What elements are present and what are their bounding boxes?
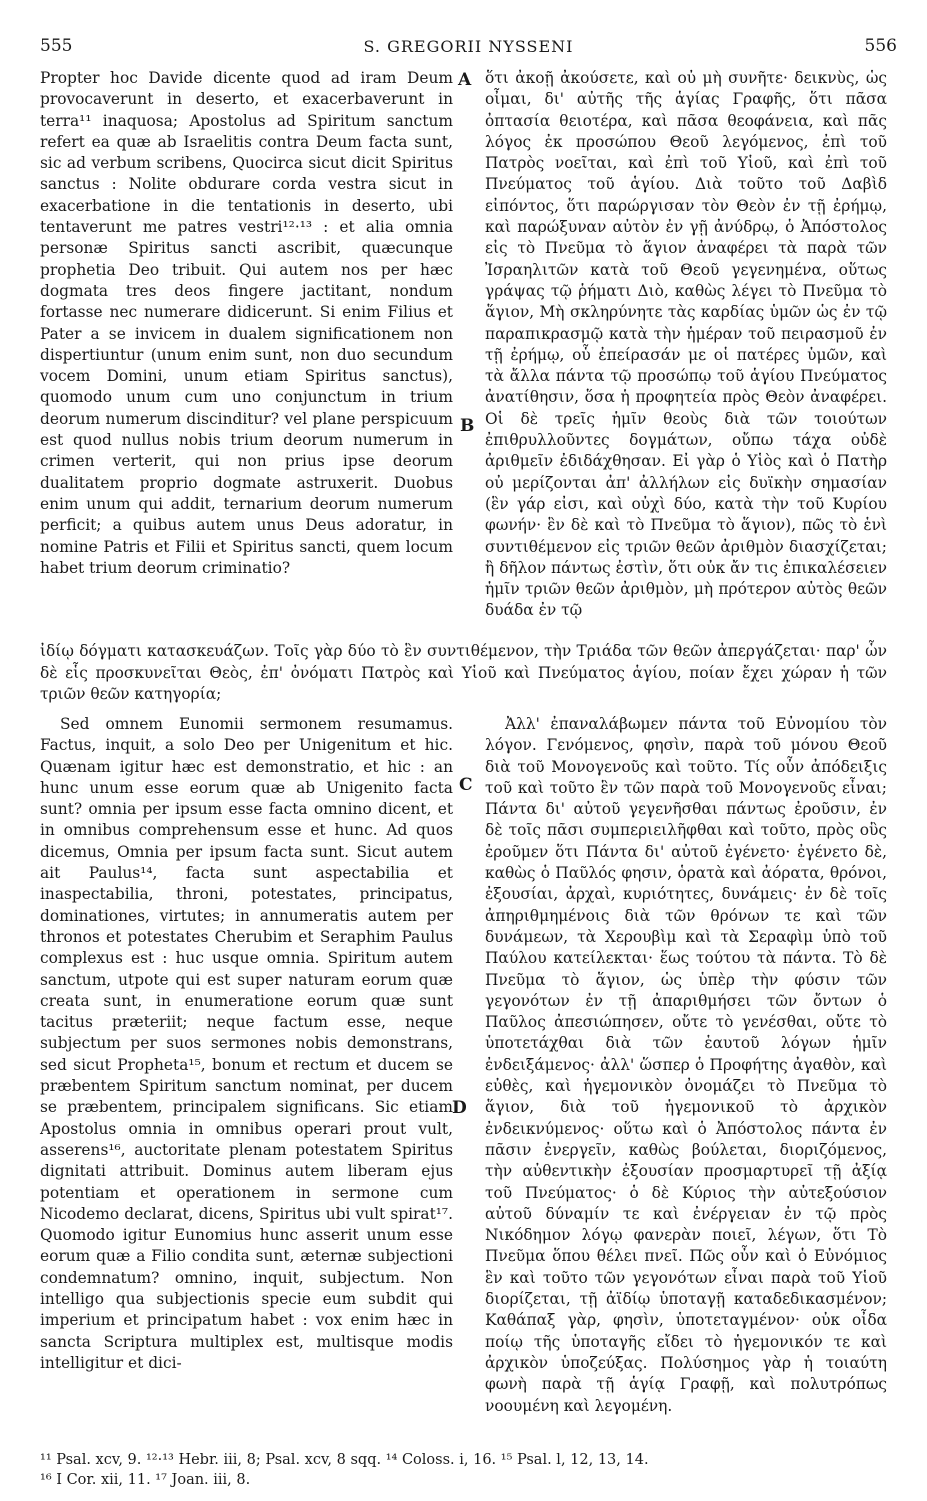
footnotes xyxy=(40,1450,887,1490)
margin-marker-c: C xyxy=(459,775,473,795)
greek-column-top xyxy=(485,68,887,622)
page-number-left: 555 xyxy=(40,36,73,56)
latin-column-bottom xyxy=(40,714,453,1374)
margin-marker-a: A xyxy=(458,70,472,90)
footnote-line-1: ¹¹ Psal. xcv, 9. ¹²·¹³ Hebr. iii, 8; Psal. xcv, 8 sqq. ¹⁴ Coloss. i, 16. ¹⁵ Psal. l, 12, 13, 14. xyxy=(40,1452,649,1468)
greek-paragraph-1: ὅτι ἀκοῇ ἀκούσετε, καὶ οὐ μὴ συνῆτε· δεικνὺς, ὡς οἶμαι, δι' αὐτῆς τῆς ἁγίας Γραφῆς, ὅτι πᾶσα ὀπτασία θειοτέρα, καὶ πᾶσα θεοφάνεια, καὶ πᾶς λόγος ἐκ προσώπου Θεοῦ λεγόμενος, ἐπὶ τοῦ Πατρὸς νοεῖται, καὶ ἐπὶ τοῦ Υἱοῦ, καὶ ἐπὶ τοῦ Πνεύματος τοῦ ἁγίου. Διὰ τοῦτο τοῦ Δαβὶδ εἰπόντος, ὅτι παρώργισαν τὸν Θεὸν ἐν τῇ ἐρήμῳ, καὶ παρώξυναν αὐτὸν ἐν γῇ ἀνύδρῳ, ὁ Ἀπόστολος εἰς τὸ Πνεῦμα τὸ ἅγιον ἀναφέρει τὰ παρὰ τῶν Ἰσραηλιτῶν κατὰ τοῦ Θεοῦ γεγενημένα, οὕτως γράψας τῷ ῥήματι Διὸ, καθὼς λέγει τὸ Πνεῦμα τὸ ἅγιον, Μὴ σκληρύνητε τὰς καρδίας ὑμῶν ὡς ἐν τῷ παραπικρασμῷ κατὰ τὴν ἡμέραν τοῦ πειρασμοῦ ἐν τῇ ἐρήμῳ, οὗ ἐπείρασάν με οἱ πατέρες ὑμῶν, καὶ τὰ ἄλλα πάντα τῷ προσώπῳ τοῦ ἁγίου Πνεύματος ἀνατίθησιν, ὅσα ἡ προφητεία πρὸς Θεὸν ἀναφέρει. Οἱ δὲ τρεῖς ἡμῖν θεοὺς διὰ τῶν τοιούτων ἐπιθρυλλοῦντες δογμάτων, οὔπω τάχα οὐδὲ ἀριθμεῖν ἐδιδάχθησαν. Εἰ γὰρ ὁ Υἱὸς καὶ ὁ Πατὴρ οὐ μερίζονται ἀπ' ἀλλήλων εἰς δυϊκὴν σημασίαν (ἓν γάρ εἰσι, καὶ οὐχὶ δύο, κατὰ τὴν τοῦ Κυρίου φωνήν· ἓν δὲ καὶ τὸ Πνεῦμα τὸ ἅγιον), πῶς τὸ ἑνὶ συντιθέμενον εἰς τριῶν θεῶν ἀριθμὸν διασχίζεται; ἢ δῆλον πάντως ἐστὶν, ὅτι οὐκ ἄν τις ἐπικαλέσειεν ἡμῖν τριῶν θεῶν ἀριθμὸν, μὴ πρότερον αὐτὸς θεῶν δυάδα ἐν τῷ xyxy=(485,69,887,620)
margin-marker-d: D xyxy=(452,1098,467,1118)
footnote-line-2: ¹⁶ I Cor. xii, 11. ¹⁷ Joan. iii, 8. xyxy=(40,1472,251,1488)
greek-column-bottom xyxy=(485,714,887,1417)
greek-continuation-text: ἰδίῳ δόγματι κατασκευάζων. Τοῖς γὰρ δύο τὸ ἓν συντιθέμενον, τὴν Τριάδα τῶν θεῶν ἀπεργάζεται· παρ' ὧν δὲ εἷς προσκυνεῖται Θεὸς, ἐπ' ὀνόματι Πατρὸς καὶ Υἱοῦ καὶ Πνεύματος ἁγίου, ποίαν ἔχει χώραν ἡ τῶν τριῶν θεῶν κατηγορία; xyxy=(40,642,887,703)
latin-column-top xyxy=(40,68,453,579)
latin-paragraph-2: Sed omnem Eunomii sermonem resumamus. Factus, inquit, a solo Deo per Unigenitum et hic. Quænam igitur hæc est demonstratio, et hic : an hunc unum esse eorum quæ ab Unigenito facta sunt? omnia per ipsum esse facta omnino dicent, et in omnibus comprehensum esse et hunc. Ad quos dicemus, Omnia per ipsum facta sunt. Sicut autem ait Paulus¹⁴, facta sunt aspectabilia et inaspectabilia, throni, potestates, principatus, dominationes, virtutes; in annumeratis autem per thronos et potestates Cherubim et Seraphim Paulus complexus est : huc usque omnia. Spiritum autem sanctum, utpote qui est super naturam eorum quæ creata sunt, in enumeratione eorum quæ sunt tacitus præteriit; neque factum esse, neque subjectum per suos sermones nobis demonstrans, sed sicut Propheta¹⁵, bonum et rectum et ducem se præbentem Spiritum sanctum nominat, per ducem se præbentem, principalem significans. Sic etiam Apostolus omnia in omnibus operari prout vult, asserens¹⁶, auctoritate plenam potestatem Spiritus dignitati attribuit. Dominus autem liberam ejus potentiam et operationem in sermone cum Nicodemo declarat, dicens, Spiritus ubi vult spirat¹⁷. Quomodo igitur Eunomius hunc asserit unum esse eorum quæ a Filio condita sunt, æternæ subjectioni condemnatum? omnino, inquit, subjectum. Non intelligo qua subjectionis specie eum subdit qui imperium et principatum habet : vox enim hæc in sancta Scriptura multiplex est, multisque modis intelligitur et dici- xyxy=(40,715,453,1372)
margin-marker-b: B xyxy=(460,416,475,436)
latin-paragraph-1: Propter hoc Davide dicente quod ad iram Deum provocaverunt in deserto, et exacerbaverunt in terra¹¹ inaquosa; Apostolus ad Spiritum sanctum refert ea quæ ab Israelitis contra Deum facta sunt, sic ad verbum scribens, Quocirca sicut dicit Spiritus sanctus : Nolite obdurare corda vestra sicut in exacerbatione in die tentationis in deserto, ubi tentaverunt me patres vestri¹²·¹³ : et alia omnia personæ Spiritus sancti ascribit, quæcunque prophetia Deo tribuit. Qui autem nos per hæc dogmata tres deos fingere jactitant, nondum fortasse nec numerare didicerunt. Si enim Filius et Pater a se invicem in dualem significationem non dispertiuntur (unum enim sunt, non duo secundum vocem Domini, unum etiam Spiritus sanctus), quomodo unum cum uno conjunctum in trium deorum numerum discinditur? vel plane perspicuum est quod nullus nobis trium deorum numerum in crimen verterit, qui non prius ipse deorum dualitatem proprio dogmate astruxerit. Duobus enim unum qui addit, ternarium deorum numerum perficit; a quibus autem unus Deus adoratur, in nomine Patris et Filii et Spiritus sancti, quem locum habet trium deorum criminatio? xyxy=(40,69,453,577)
page-header xyxy=(40,36,897,60)
greek-full-width-continuation xyxy=(40,626,887,721)
greek-paragraph-2: Ἀλλ' ἐπαναλάβωμεν πάντα τοῦ Εὐνομίου τὸν λόγον. Γενόμενος, φησὶν, παρὰ τοῦ μόνου Θεοῦ διὰ τοῦ Μονογενοῦς καὶ τοῦτο. Τίς οὖν ἀπόδειξις τοῦ καὶ τοῦτο ἓν τῶν παρὰ τοῦ Μονογενοῦς εἶναι; Πάντα δι' αὐτοῦ γεγενῆσθαι πάντως ἐροῦσιν, ἐν δὲ τοῖς πᾶσι συμπεριειλῆφθαι καὶ τοῦτο, πρὸς οὓς ἐροῦμεν ὅτι Πάντα δι' αὐτοῦ ἐγένετο· ἐγένετο δὲ, καθὼς ὁ Παῦλός φησιν, ὁρατὰ καὶ ἀόρατα, θρόνοι, ἐξουσίαι, ἀρχαὶ, κυριότητες, δυνάμεις· ἐν δὲ τοῖς ἀπηριθμημένοις διὰ τῶν θρόνων τε καὶ τῶν δυνάμεων, τὰ Χερουβὶμ καὶ τὰ Σεραφὶμ ὑπὸ τοῦ Παύλου κατείλεκται· ἕως τούτου τὰ πάντα. Τὸ δὲ Πνεῦμα τὸ ἅγιον, ὡς ὑπὲρ τὴν φύσιν τῶν γεγονότων ἐν τῇ ἀπαριθμήσει τῶν ὄντων ὁ Παῦλος ἀπεσιώπησεν, οὔτε τὸ γενέσθαι, οὔτε τὸ ὑποτετάχθαι διὰ τῶν ἑαυτοῦ λόγων ἡμῖν ἐνδειξάμενος· ἀλλ' ὥσπερ ὁ Προφήτης ἀγαθὸν, καὶ εὐθὲς, καὶ ἡγεμονικὸν ὀνομάζει τὸ Πνεῦμα τὸ ἅγιον, διὰ τοῦ ἡγεμονικοῦ τὸ ἀρχικὸν ἐνδεικνύμενος· οὕτω καὶ ὁ Ἀπόστολος πάντα ἐν πᾶσιν ἐνεργεῖν, καθὼς βούλεται, διοριζόμενος, τὴν αὐθεντικὴν ἐξουσίαν προσμαρτυρεῖ τῇ ἀξίᾳ τοῦ Πνεύματος· ὁ δὲ Κύριος τὴν αὐτεξούσιον αὐτοῦ δύναμίν τε καὶ ἐνέργειαν ἐν τῷ πρὸς Νικόδημον λόγῳ φανερὰν ποιεῖ, λέγων, ὅτι Τὸ Πνεῦμα ὅπου θέλει πνεῖ. Πῶς οὖν καὶ ὁ Εὐνόμιος ἓν καὶ τοῦτο τῶν γεγονότων εἶναι παρὰ τοῦ Υἱοῦ διορίζεται, τῇ ἀϊδίῳ ὑποταγῇ καταδεδικασμένον; Καθάπαξ γὰρ, φησὶν, ὑποτεταγμένον· οὐκ οἶδα ποίῳ τῆς ὑποταγῆς εἴδει τὸ ἡγεμονικόν τε καὶ ἀρχικὸν ὑποζεύξας. Πολύσημος γὰρ ἡ τοιαύτη φωνὴ παρὰ τῇ ἁγίᾳ Γραφῇ, καὶ πολυτρόπως νοουμένη καὶ λεγομένη. xyxy=(485,715,887,1415)
page-number-right: 556 xyxy=(864,36,897,56)
running-title: S. GREGORII NYSSENI xyxy=(363,37,574,56)
